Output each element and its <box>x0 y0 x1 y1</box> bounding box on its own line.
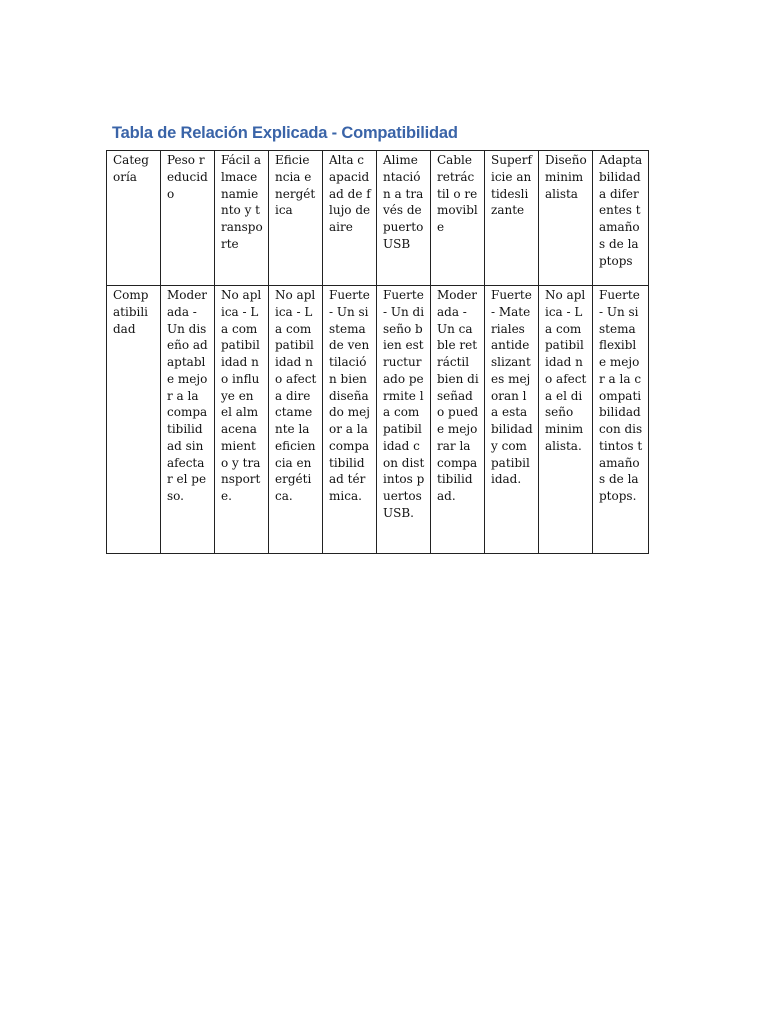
header-cell: Alta capacidad de flujo de aire <box>323 151 377 286</box>
table-cell: Fuerte - Un diseño bien estructurado permite la compatibilidad con distintos puertos USB. <box>377 286 431 554</box>
table-cell: Moderada - Un cable retráctil bien diseñado puede mejorar la compatibilidad. <box>431 286 485 554</box>
compatibility-table <box>106 150 649 554</box>
header-cell: Diseño minimalista <box>539 151 593 286</box>
table-cell: Fuerte - Un sistema de ventilación bien diseñado mejor a la compatibilidad térmica. <box>323 286 377 554</box>
table-cell: Compatibilidad <box>107 286 161 554</box>
header-cell: Categoría <box>107 151 161 286</box>
table-cell: No aplica - La compatibilidad no influye en el almacenamiento y transporte. <box>215 286 269 554</box>
header-cell: Superficie antideslizante <box>485 151 539 286</box>
header-cell: Cable retráctil o removible <box>431 151 485 286</box>
table-cell: Moderada - Un diseño adaptable mejor a la compatibilidad sin afectar el peso. <box>161 286 215 554</box>
header-cell: Fácil almacenamiento y transporte <box>215 151 269 286</box>
header-cell: Eficiencia energética <box>269 151 323 286</box>
table-cell: Fuerte - Un sistema flexible mejor a la compatibilidad con distintos tamaños de laptops. <box>593 286 649 554</box>
header-cell: Alimentación a través de puerto USB <box>377 151 431 286</box>
table-row <box>107 286 649 554</box>
document-title: Tabla de Relación Explicada - Compatibilidad <box>112 124 458 142</box>
header-cell: Peso reducido <box>161 151 215 286</box>
table-cell: Fuerte - Materiales antideslizantes mejoran la estabilidad y compatibilidad. <box>485 286 539 554</box>
header-cell: Adaptabilidad a diferentes tamaños de laptops <box>593 151 649 286</box>
table-cell: No aplica - La compatibilidad no afecta directamente la eficiencia energética. <box>269 286 323 554</box>
table-cell: No aplica - La compatibilidad no afecta el diseño minimalista. <box>539 286 593 554</box>
table-header-row <box>107 151 649 286</box>
